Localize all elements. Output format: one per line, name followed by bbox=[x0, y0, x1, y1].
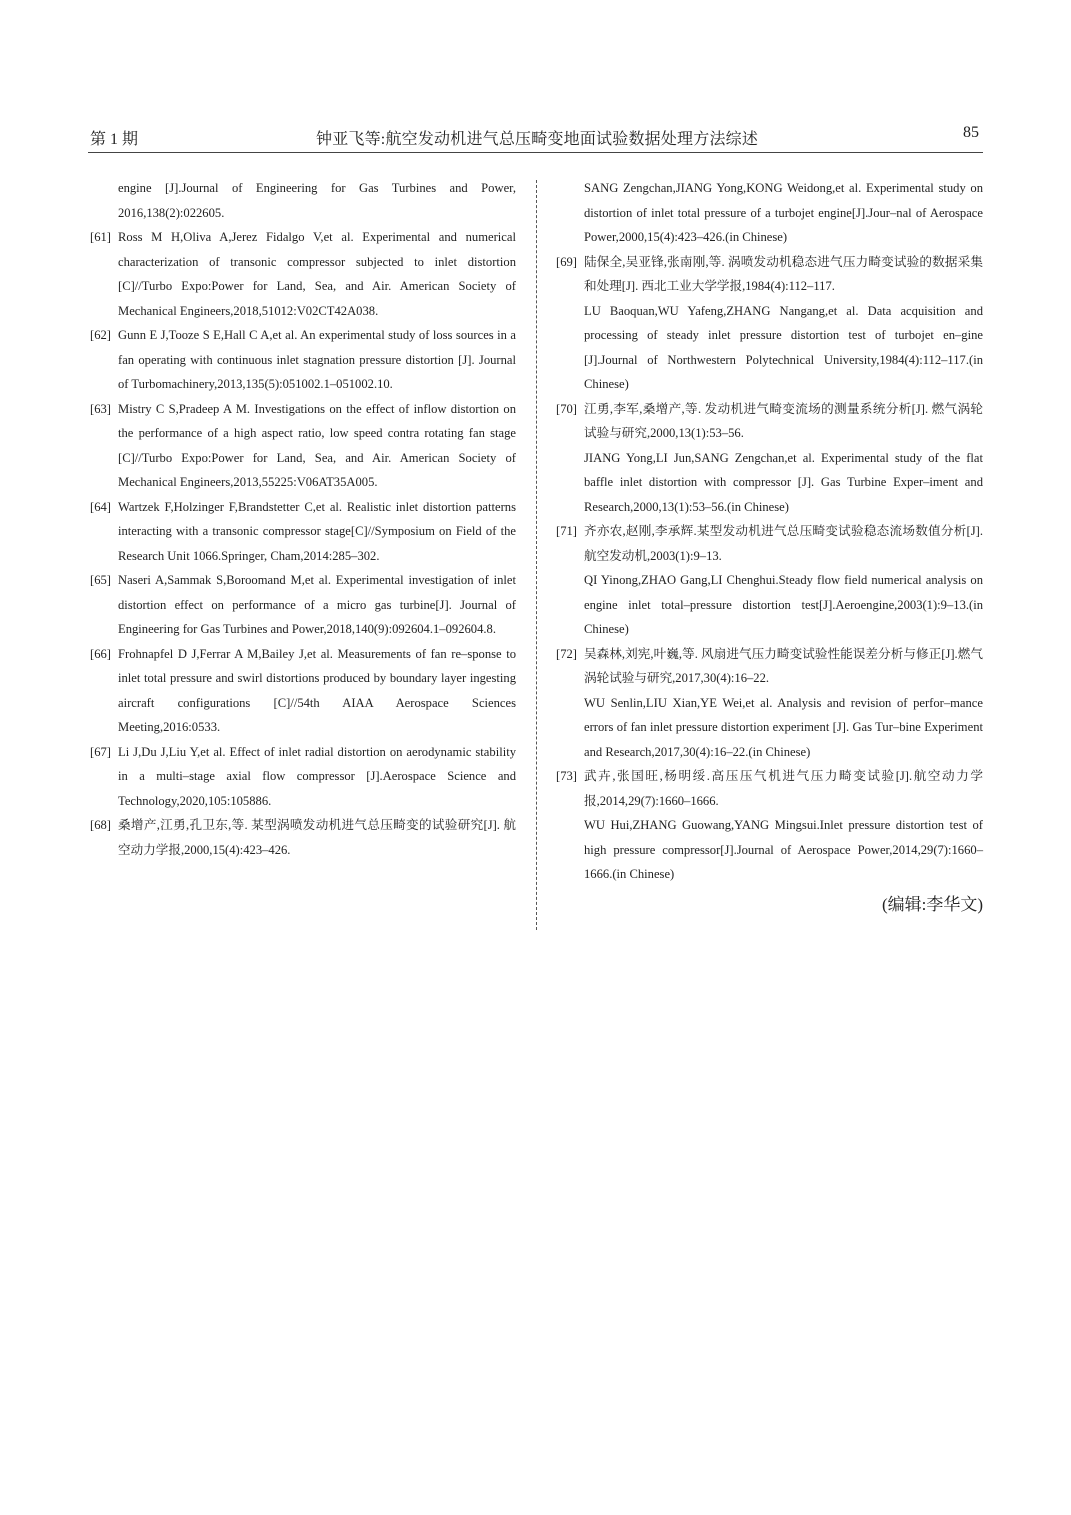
reference-text: 江勇,李军,桑增产,等. 发动机进气畸变流场的测量系统分析[J]. 燃气涡轮试验与研究,2000,13(1):53–56. bbox=[584, 401, 983, 440]
reference-73 bbox=[556, 764, 983, 887]
reference-continuation: engine [J].Journal of Engineering for Gas Turbines and Power, 2016,138(2):022605. bbox=[118, 181, 516, 220]
reference-text: Gunn E J,Tooze S E,Hall C A,et al. An experimental study of loss sources in a fan operating with continuous inlet stagnation pressure distortion [J]. Journal of Turbomachinery,2013,135(5):051002.1–051002.10. bbox=[118, 328, 516, 391]
reference-63 bbox=[90, 397, 516, 495]
running-title: 钟亚飞等:航空发动机进气总压畸变地面试验数据处理方法综述 bbox=[316, 131, 759, 148]
reference-number: [66] bbox=[90, 646, 111, 661]
reference-english: JIANG Yong,LI Jun,SANG Zengchan,et al. Experimental study of the flat baffle inlet distortion with compressor [J]. Gas Turbine Exper–iment and Research,2000,13(1):53–56.(in Chinese) bbox=[584, 450, 983, 514]
reference-english: LU Baoquan,WU Yafeng,ZHANG Nangang,et al. Data acquisition and processing of steady inlet pressure distortion test of turbojet en–gine [J].Journal of Northwestern Polytechnical University,1984(4):112–117.(in Chinese) bbox=[584, 303, 983, 391]
reference-number: [72] bbox=[556, 646, 577, 661]
reference-english: WU Senlin,LIU Xian,YE Wei,et al. Analysis and revision of perfor–mance errors of fan inlet pressure distortion experiment [J]. Gas Tur–bine Experiment and Research,2017,30(4):16–22.(in Chinese) bbox=[584, 695, 983, 759]
reference-text: 齐亦农,赵刚,李承辉.某型发动机进气总压畸变试验稳态流场数值分析[J].航空发动机,2003(1):9–13. bbox=[584, 524, 983, 563]
reference-number: [63] bbox=[90, 401, 111, 416]
reference-text: 武卉,张国旺,杨明绥.高压压气机进气压力畸变试验[J].航空动力学报,2014,29(7):1660–1666. bbox=[584, 769, 983, 808]
reference-62 bbox=[90, 323, 516, 397]
reference-69 bbox=[556, 250, 983, 397]
reference-text: Mistry C S,Pradeep A M. Investigations on the effect of inflow distortion on the performance of a high aspect ratio, low speed contra rotating fan stage [C]//Turbo Expo:Power for Land, Sea, and Air. American Society of Mechanical Engineers,2013,55225:V06AT35A005. bbox=[118, 401, 516, 489]
reference-68 bbox=[90, 813, 516, 862]
running-header bbox=[88, 122, 983, 153]
page-number: 85 bbox=[963, 124, 979, 141]
reference-text: 桑增产,江勇,孔卫东,等. 某型涡喷发动机进气总压畸变的试验研究[J]. 航空动力学报,2000,15(4):423–426. bbox=[118, 818, 516, 857]
reference-64 bbox=[90, 495, 516, 569]
reference-english: QI Yinong,ZHAO Gang,LI Chenghui.Steady flow field numerical analysis on engine inlet total–pressure distortion test[J].Aeroengine,2003(1):9–13.(in Chinese) bbox=[584, 573, 983, 636]
reference-71 bbox=[556, 519, 983, 642]
left-column bbox=[90, 176, 516, 862]
reference-61 bbox=[90, 225, 516, 323]
reference-number: [65] bbox=[90, 573, 111, 587]
reference-number: [68] bbox=[90, 818, 111, 832]
editor-credit: (编辑:李华文) bbox=[881, 894, 983, 914]
reference-continuation: SANG Zengchan,JIANG Yong,KONG Weidong,et al. Experimental study on distortion of inlet total pressure of a turbojet engine[J].Jour–nal of Aerospace Power,2000,15(4):423–426.(in Chinese) bbox=[584, 181, 983, 244]
reference-text: 吴森林,刘宪,叶巍,等. 风扇进气压力畸变试验性能误差分析与修正[J].燃气涡轮试验与研究,2017,30(4):16–22. bbox=[584, 646, 983, 685]
reference-number: [71] bbox=[556, 524, 577, 538]
reference-text: 陆保全,吴亚锋,张南刚,等. 涡喷发动机稳态进气压力畸变试验的数据采集和处理[J]. 西北工业大学学报,1984(4):112–117. bbox=[584, 254, 983, 293]
reference-text: Li J,Du J,Liu Y,et al. Effect of inlet radial distortion on aerodynamic stability in a multi–stage axial flow compressor [J].Aerospace Science and Technology,2020,105:105886. bbox=[118, 744, 516, 808]
reference-english: WU Hui,ZHANG Guowang,YANG Mingsui.Inlet pressure distortion test of high pressure compressor[J].Journal of Aerospace Power,2014,29(7):1660–1666.(in Chinese) bbox=[584, 818, 983, 881]
reference-number: [62] bbox=[90, 328, 111, 342]
reference-number: [69] bbox=[556, 254, 577, 269]
reference-65 bbox=[90, 568, 516, 642]
reference-text: Wartzek F,Holzinger F,Brandstetter C,et al. Realistic inlet distortion patterns interacting with a transonic compressor stage[C]//Symposium on Field of the Research Unit 1066.Springer, Cham,2014:285–302. bbox=[118, 499, 516, 563]
reference-number: [70] bbox=[556, 401, 577, 416]
reference-number: [67] bbox=[90, 744, 111, 759]
reference-number: [61] bbox=[90, 230, 111, 244]
issue-label: 第 1 期 bbox=[90, 131, 139, 148]
reference-text: Naseri A,Sammak S,Boroomand M,et al. Experimental investigation of inlet distortion effect on performance of a micro gas turbine[J]. Journal of Engineering for Gas Turbines and Power,2018,140(9):092604.1–092604.8. bbox=[118, 573, 516, 636]
reference-72 bbox=[556, 642, 983, 765]
right-column bbox=[556, 176, 983, 917]
reference-number: [64] bbox=[90, 499, 111, 514]
reference-70 bbox=[556, 397, 983, 520]
reference-text: Ross M H,Oliva A,Jerez Fidalgo V,et al. Experimental and numerical characterization of transonic compressor subjected to inlet distortion [C]//Turbo Expo:Power for Land, Sea, and Air. American Society of Mechanical Engineers,2018,51012:V02CT42A038. bbox=[118, 230, 516, 318]
reference-67 bbox=[90, 740, 516, 814]
reference-text: Frohnapfel D J,Ferrar A M,Bailey J,et al. Measurements of fan re–sponse to inlet total pressure and swirl distortions produced by boundary layer ingesting aircraft configurations [C]//54th AIAA Aerospace Sciences Meeting,2016:0533. bbox=[118, 646, 516, 734]
reference-66 bbox=[90, 642, 516, 740]
reference-number: [73] bbox=[556, 769, 577, 783]
column-divider bbox=[536, 180, 537, 930]
